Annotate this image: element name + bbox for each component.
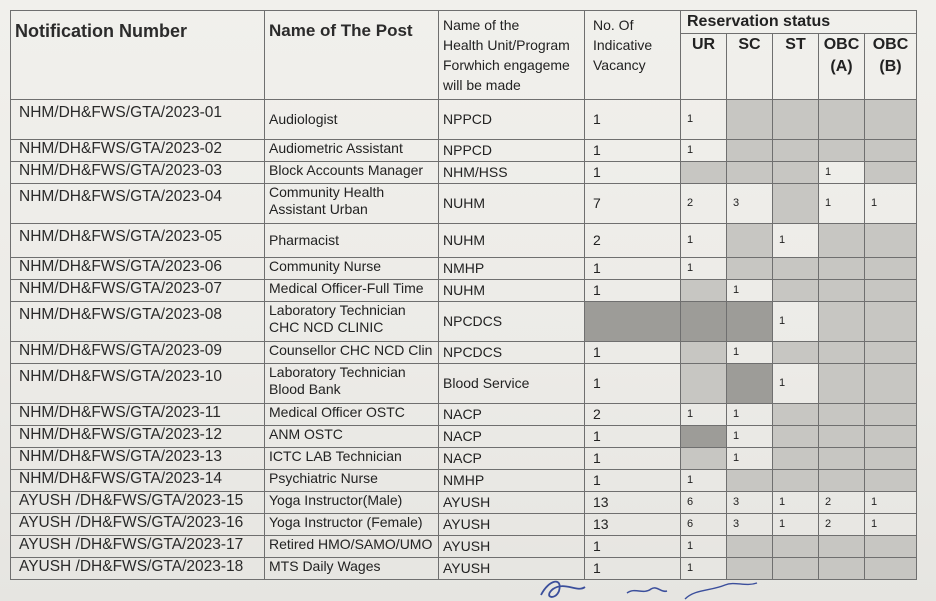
cell-health-unit: Blood Service xyxy=(439,364,585,404)
cell-reservation-ur xyxy=(681,448,727,470)
cell-reservation-obc-b xyxy=(865,140,917,162)
header-cat-obc-a xyxy=(819,34,865,100)
cell-reservation-st: 1 xyxy=(773,492,819,514)
cell-vacancy: 7 xyxy=(585,184,681,224)
cell-vacancy: 13 xyxy=(585,492,681,514)
cell-reservation-sc xyxy=(727,364,773,404)
cell-reservation-obc-b xyxy=(865,470,917,492)
cell-reservation-obc-b xyxy=(865,426,917,448)
post-name-line: Assistant Urban xyxy=(269,201,368,217)
cell-reservation-ur: 1 xyxy=(681,470,727,492)
cell-notification-number: NHM/DH&FWS/GTA/2023-01 xyxy=(11,100,265,140)
cell-reservation-st xyxy=(773,100,819,140)
cell-health-unit: NACP xyxy=(439,448,585,470)
vacancy-table xyxy=(10,10,917,580)
cell-vacancy: 1 xyxy=(585,448,681,470)
post-name-line: Audiologist xyxy=(269,111,338,127)
cell-notification-number: AYUSH /DH&FWS/GTA/2023-18 xyxy=(11,558,265,580)
cell-reservation-st xyxy=(773,536,819,558)
cell-reservation-ur: 1 xyxy=(681,258,727,280)
header-unit-line: Health Unit/Program xyxy=(443,37,570,53)
cell-reservation-ur: 2 xyxy=(681,184,727,224)
header-vacancy xyxy=(585,11,681,100)
cell-health-unit: NPCDCS xyxy=(439,342,585,364)
header-vacancy-line: Indicative xyxy=(593,37,653,53)
post-name-line: Yoga Instructor (Female) xyxy=(269,514,423,530)
cell-reservation-st xyxy=(773,162,819,184)
cell-post-name xyxy=(265,492,439,514)
post-name-line: Counsellor CHC NCD Clin xyxy=(269,342,433,358)
cell-notification-number: NHM/DH&FWS/GTA/2023-11 xyxy=(11,404,265,426)
cell-health-unit: NACP xyxy=(439,404,585,426)
cell-reservation-ur: 6 xyxy=(681,514,727,536)
header-unit-line: will be made xyxy=(443,77,521,93)
cell-reservation-obc-a xyxy=(819,426,865,448)
cell-reservation-ur: 1 xyxy=(681,224,727,258)
cell-vacancy: 1 xyxy=(585,100,681,140)
cell-reservation-obc-a: 2 xyxy=(819,514,865,536)
cell-reservation-ur: 1 xyxy=(681,404,727,426)
cell-health-unit: AYUSH xyxy=(439,514,585,536)
table-body xyxy=(11,100,917,580)
cell-vacancy: 2 xyxy=(585,224,681,258)
cell-post-name xyxy=(265,426,439,448)
post-name-line: Retired HMO/SAMO/UMO xyxy=(269,536,433,552)
cell-reservation-obc-b xyxy=(865,224,917,258)
cell-reservation-ur: 1 xyxy=(681,100,727,140)
post-name-line: Medical Officer OSTC xyxy=(269,404,405,420)
cell-reservation-sc xyxy=(727,140,773,162)
cell-notification-number: AYUSH /DH&FWS/GTA/2023-15 xyxy=(11,492,265,514)
cell-notification-number: NHM/DH&FWS/GTA/2023-12 xyxy=(11,426,265,448)
cell-post-name xyxy=(265,224,439,258)
cell-reservation-obc-a xyxy=(819,258,865,280)
cell-reservation-obc-a: 2 xyxy=(819,492,865,514)
cell-reservation-st xyxy=(773,258,819,280)
header-post: Name of The Post xyxy=(265,11,439,100)
cell-reservation-obc-a xyxy=(819,140,865,162)
cell-reservation-ur: 6 xyxy=(681,492,727,514)
post-name-line: Laboratory Technician xyxy=(269,364,406,380)
cell-reservation-st: 1 xyxy=(773,224,819,258)
cell-reservation-sc xyxy=(727,302,773,342)
cell-post-name xyxy=(265,470,439,492)
cell-vacancy: 1 xyxy=(585,140,681,162)
table-row xyxy=(11,280,917,302)
cell-vacancy: 1 xyxy=(585,342,681,364)
table-row xyxy=(11,364,917,404)
cell-health-unit: NACP xyxy=(439,426,585,448)
cell-reservation-st xyxy=(773,184,819,224)
cell-reservation-obc-a xyxy=(819,100,865,140)
cell-reservation-st xyxy=(773,140,819,162)
cell-reservation-sc xyxy=(727,258,773,280)
post-name-line: ANM OSTC xyxy=(269,426,343,442)
cell-health-unit: AYUSH xyxy=(439,558,585,580)
post-name-line: Pharmacist xyxy=(269,232,340,248)
cell-post-name xyxy=(265,280,439,302)
cell-post-name xyxy=(265,404,439,426)
cell-notification-number: NHM/DH&FWS/GTA/2023-14 xyxy=(11,470,265,492)
header-cat-st xyxy=(773,34,819,100)
cell-reservation-ur xyxy=(681,426,727,448)
table-row xyxy=(11,258,917,280)
post-name-line: Psychiatric Nurse xyxy=(269,470,378,486)
cell-reservation-sc: 1 xyxy=(727,448,773,470)
post-name-line: Medical Officer-Full Time xyxy=(269,280,424,296)
header-cat-sc xyxy=(727,34,773,100)
header-cat-line: (A) xyxy=(830,58,853,75)
cell-reservation-obc-b: 1 xyxy=(865,492,917,514)
table-row xyxy=(11,302,917,342)
cell-reservation-obc-a xyxy=(819,280,865,302)
cell-reservation-st xyxy=(773,404,819,426)
cell-post-name xyxy=(265,536,439,558)
cell-reservation-obc-a: 1 xyxy=(819,162,865,184)
cell-reservation-sc: 1 xyxy=(727,280,773,302)
header-reservation: Reservation status xyxy=(681,11,917,34)
cell-reservation-ur: 1 xyxy=(681,536,727,558)
post-name-line: Community Nurse xyxy=(269,258,382,274)
post-name-line: Block Accounts Manager xyxy=(269,162,424,178)
cell-reservation-sc: 3 xyxy=(727,514,773,536)
table-row xyxy=(11,448,917,470)
cell-post-name xyxy=(265,448,439,470)
cell-notification-number: AYUSH /DH&FWS/GTA/2023-17 xyxy=(11,536,265,558)
cell-reservation-obc-a xyxy=(819,448,865,470)
signature-scribble xyxy=(535,573,795,601)
cell-reservation-sc: 3 xyxy=(727,184,773,224)
cell-post-name xyxy=(265,342,439,364)
table-row xyxy=(11,140,917,162)
table-row xyxy=(11,536,917,558)
cell-reservation-obc-a xyxy=(819,364,865,404)
cell-vacancy: 1 xyxy=(585,426,681,448)
cell-post-name xyxy=(265,364,439,404)
cell-post-name xyxy=(265,140,439,162)
cell-reservation-sc: 1 xyxy=(727,342,773,364)
cell-reservation-st xyxy=(773,342,819,364)
cell-reservation-sc xyxy=(727,100,773,140)
header-unit-line: Name of the xyxy=(443,17,520,33)
cell-reservation-st: 1 xyxy=(773,364,819,404)
header-cat-line: OBC xyxy=(872,36,909,53)
cell-health-unit: NUHM xyxy=(439,184,585,224)
cell-reservation-sc: 1 xyxy=(727,404,773,426)
cell-reservation-obc-a xyxy=(819,404,865,426)
cell-vacancy: 1 xyxy=(585,536,681,558)
table-row xyxy=(11,470,917,492)
cell-notification-number: NHM/DH&FWS/GTA/2023-03 xyxy=(11,162,265,184)
cell-post-name xyxy=(265,302,439,342)
cell-reservation-obc-b: 1 xyxy=(865,184,917,224)
cell-post-name xyxy=(265,558,439,580)
header-notification: Notification Number xyxy=(11,11,265,100)
header-cat-obc-b xyxy=(865,34,917,100)
cell-health-unit: NMHP xyxy=(439,470,585,492)
cell-reservation-sc xyxy=(727,470,773,492)
cell-notification-number: AYUSH /DH&FWS/GTA/2023-16 xyxy=(11,514,265,536)
cell-health-unit: NUHM xyxy=(439,280,585,302)
cell-vacancy: 2 xyxy=(585,404,681,426)
cell-reservation-obc-a xyxy=(819,558,865,580)
post-name-line: Community Health xyxy=(269,184,385,200)
post-name-line: Yoga Instructor(Male) xyxy=(269,492,403,508)
cell-reservation-obc-b xyxy=(865,342,917,364)
cell-notification-number: NHM/DH&FWS/GTA/2023-10 xyxy=(11,364,265,404)
cell-vacancy: 1 xyxy=(585,258,681,280)
cell-reservation-obc-a xyxy=(819,536,865,558)
header-cat-line: (B) xyxy=(879,58,902,75)
cell-reservation-st xyxy=(773,448,819,470)
cell-reservation-obc-b xyxy=(865,280,917,302)
cell-health-unit: AYUSH xyxy=(439,492,585,514)
cell-reservation-obc-b xyxy=(865,100,917,140)
cell-post-name xyxy=(265,514,439,536)
cell-reservation-sc xyxy=(727,224,773,258)
cell-vacancy: 1 xyxy=(585,364,681,404)
cell-vacancy xyxy=(585,302,681,342)
header-vacancy-line: No. Of xyxy=(593,17,634,33)
post-name-line: ICTC LAB Technician xyxy=(269,448,402,464)
header-vacancy-line: Vacancy xyxy=(593,57,646,73)
cell-reservation-obc-b xyxy=(865,162,917,184)
table-header xyxy=(11,11,917,100)
cell-post-name xyxy=(265,100,439,140)
cell-reservation-ur: 1 xyxy=(681,140,727,162)
cell-reservation-sc xyxy=(727,536,773,558)
cell-reservation-ur xyxy=(681,342,727,364)
header-unit-line: Forwhich engageme xyxy=(443,57,570,73)
table-row xyxy=(11,426,917,448)
cell-notification-number: NHM/DH&FWS/GTA/2023-07 xyxy=(11,280,265,302)
cell-vacancy: 1 xyxy=(585,280,681,302)
cell-reservation-obc-a xyxy=(819,224,865,258)
table-row xyxy=(11,224,917,258)
header-cat-line: UR xyxy=(691,36,716,53)
table-row xyxy=(11,184,917,224)
cell-vacancy: 1 xyxy=(585,558,681,580)
cell-health-unit: NMHP xyxy=(439,258,585,280)
header-cat-line: SC xyxy=(738,36,761,53)
cell-reservation-obc-b xyxy=(865,558,917,580)
post-name-line: CHC NCD CLINIC xyxy=(269,319,384,335)
cell-post-name xyxy=(265,162,439,184)
cell-reservation-obc-b xyxy=(865,536,917,558)
cell-health-unit: NPCDCS xyxy=(439,302,585,342)
cell-vacancy: 1 xyxy=(585,470,681,492)
cell-vacancy: 13 xyxy=(585,514,681,536)
cell-reservation-st xyxy=(773,426,819,448)
cell-reservation-obc-a xyxy=(819,342,865,364)
cell-reservation-st: 1 xyxy=(773,514,819,536)
cell-health-unit: NPPCD xyxy=(439,100,585,140)
cell-reservation-sc xyxy=(727,162,773,184)
post-name-line: MTS Daily Wages xyxy=(269,558,381,574)
header-unit xyxy=(439,11,585,100)
cell-reservation-st: 1 xyxy=(773,302,819,342)
cell-reservation-ur xyxy=(681,364,727,404)
cell-notification-number: NHM/DH&FWS/GTA/2023-04 xyxy=(11,184,265,224)
post-name-line: Audiometric Assistant xyxy=(269,140,403,156)
cell-reservation-ur xyxy=(681,162,727,184)
table-row xyxy=(11,342,917,364)
cell-health-unit: NPPCD xyxy=(439,140,585,162)
cell-notification-number: NHM/DH&FWS/GTA/2023-13 xyxy=(11,448,265,470)
cell-vacancy: 1 xyxy=(585,162,681,184)
cell-reservation-obc-a xyxy=(819,302,865,342)
cell-reservation-obc-b xyxy=(865,302,917,342)
cell-reservation-obc-b xyxy=(865,258,917,280)
cell-reservation-sc: 1 xyxy=(727,426,773,448)
cell-notification-number: NHM/DH&FWS/GTA/2023-05 xyxy=(11,224,265,258)
table-row xyxy=(11,404,917,426)
cell-reservation-ur: 1 xyxy=(681,558,727,580)
table-row xyxy=(11,514,917,536)
cell-reservation-ur xyxy=(681,302,727,342)
cell-reservation-obc-b: 1 xyxy=(865,514,917,536)
cell-reservation-st xyxy=(773,470,819,492)
cell-health-unit: AYUSH xyxy=(439,536,585,558)
header-cat-ur xyxy=(681,34,727,100)
cell-post-name xyxy=(265,184,439,224)
cell-reservation-sc: 3 xyxy=(727,492,773,514)
cell-notification-number: NHM/DH&FWS/GTA/2023-08 xyxy=(11,302,265,342)
post-name-line: Blood Bank xyxy=(269,381,341,397)
table-row xyxy=(11,162,917,184)
post-name-line: Laboratory Technician xyxy=(269,302,406,318)
cell-post-name xyxy=(265,258,439,280)
cell-notification-number: NHM/DH&FWS/GTA/2023-06 xyxy=(11,258,265,280)
cell-reservation-obc-a xyxy=(819,470,865,492)
header-cat-line: ST xyxy=(785,36,806,53)
header-cat-line: OBC xyxy=(823,36,860,53)
cell-reservation-ur xyxy=(681,280,727,302)
cell-reservation-obc-b xyxy=(865,364,917,404)
table-row xyxy=(11,100,917,140)
table-row xyxy=(11,492,917,514)
cell-reservation-obc-a: 1 xyxy=(819,184,865,224)
cell-notification-number: NHM/DH&FWS/GTA/2023-09 xyxy=(11,342,265,364)
cell-reservation-st xyxy=(773,280,819,302)
cell-reservation-obc-b xyxy=(865,404,917,426)
cell-health-unit: NUHM xyxy=(439,224,585,258)
cell-health-unit: NHM/HSS xyxy=(439,162,585,184)
cell-reservation-obc-b xyxy=(865,448,917,470)
cell-notification-number: NHM/DH&FWS/GTA/2023-02 xyxy=(11,140,265,162)
